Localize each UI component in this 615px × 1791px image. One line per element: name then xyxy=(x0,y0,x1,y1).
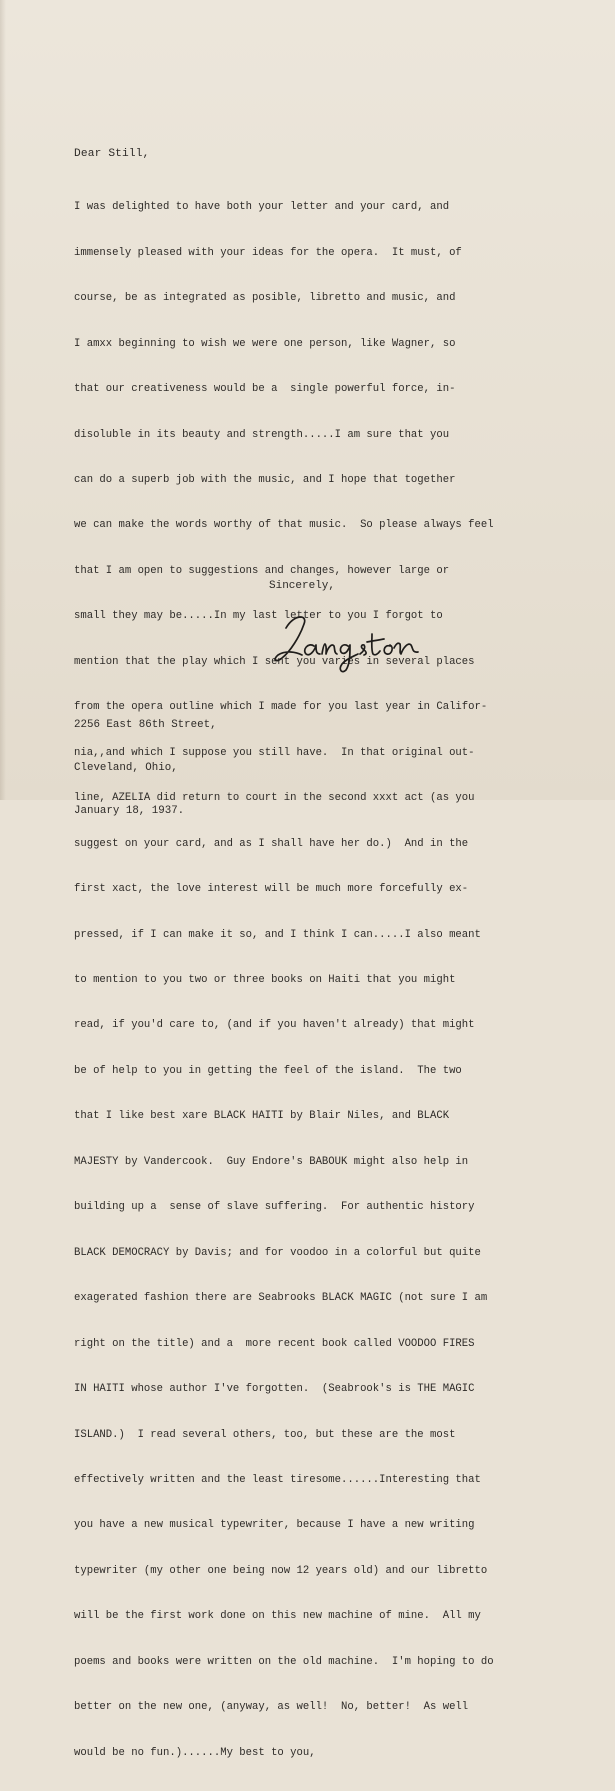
body-line: nia,,and which I suppose you still have. In that original out- xyxy=(74,746,475,759)
body-line: BLACK DEMOCRACY by Davis; and for voodoo in a colorful but quite xyxy=(74,1246,481,1259)
body-line: you have a new musical typewriter, because I have a new writing xyxy=(74,1519,475,1532)
body-line: we can make the words worthy of that music. So please always feel xyxy=(74,519,494,532)
body-line: building up a sense of slave suffering. For authentic history xyxy=(74,1201,475,1214)
body-line: that I am open to suggestions and changes, however large or xyxy=(74,564,450,577)
body-line: be of help to you in getting the feel of the island. The two xyxy=(74,1064,462,1077)
body-line: mention that the play which I sent you varies in several places xyxy=(74,655,475,668)
body-line: suggest on your card, and as I shall have her do.) And in the xyxy=(74,837,469,850)
signature-handwritten xyxy=(268,608,448,678)
body-line: I amxx beginning to wish we were one person, like Wagner, so xyxy=(74,337,456,350)
body-line: small they may be.....In my last letter to you I forgot to xyxy=(74,610,443,623)
body-line: pressed, if I can make it so, and I think I can.....I also meant xyxy=(74,928,481,941)
body-line: will be the first work done on this new machine of mine. All my xyxy=(74,1610,481,1623)
body-line: poems and books were written on the old machine. I'm hoping to do xyxy=(74,1655,494,1668)
body-line: line, AZELIA did return to court in the second xxxt act (as you xyxy=(74,792,475,805)
body-line: ISLAND.) I read several others, too, but these are the most xyxy=(74,1428,456,1441)
salutation: Dear Still, xyxy=(74,148,150,160)
body-line: IN HAITI whose author I've forgotten. (Seabrook's is THE MAGIC xyxy=(74,1383,475,1396)
address-line: Cleveland, Ohio, xyxy=(74,762,178,775)
body-line: course, be as integrated as posible, libretto and music, and xyxy=(74,292,456,305)
body-line: effectively written and the least tiresome......Interesting that xyxy=(74,1474,481,1486)
body-line: first xact, the love interest will be much more forcefully ex- xyxy=(74,883,469,896)
body-line: from the opera outline which I made for you last year in Califor- xyxy=(74,701,488,714)
body-line: immensely pleased with your ideas for the opera. It must, of xyxy=(74,246,462,259)
body-line: to mention to you two or three books on Haiti that you might xyxy=(74,974,456,987)
sender-address xyxy=(74,690,217,846)
body-line: can do a superb job with the music, and I hope that together xyxy=(74,474,456,487)
body-line: MAJESTY by Vandercook. Guy Endore's BABOUK might also help in xyxy=(74,1155,469,1168)
address-line: 2256 East 86th Street, xyxy=(74,719,217,732)
page-edge-shadow xyxy=(0,0,6,800)
body-line: read, if you'd care to, (and if you haven't already) that might xyxy=(74,1019,475,1032)
body-line: I was delighted to have both your letter and your card, and xyxy=(74,201,450,214)
body-line: that I like best xare BLACK HAITI by Blair Niles, and BLACK xyxy=(74,1110,450,1123)
body-line: right on the title) and a more recent book called VOODOO FIRES xyxy=(74,1337,475,1350)
body-line: disoluble in its beauty and strength.....I am sure that you xyxy=(74,428,450,441)
letter-body xyxy=(74,170,564,1791)
closing: Sincerely, xyxy=(269,580,336,592)
body-line: exagerated fashion there are Seabrooks BLACK MAGIC (not sure I am xyxy=(74,1292,488,1305)
body-line: that our creativeness would be a single powerful force, in- xyxy=(74,383,456,396)
body-line: better on the new one, (anyway, as well! No, better! As well xyxy=(74,1701,469,1714)
body-line: typewriter (my other one being now 12 years old) and our libretto xyxy=(74,1564,488,1577)
body-line: would be no fun.)......My best to you, xyxy=(74,1746,316,1759)
address-date: January 18, 1937. xyxy=(74,804,185,817)
